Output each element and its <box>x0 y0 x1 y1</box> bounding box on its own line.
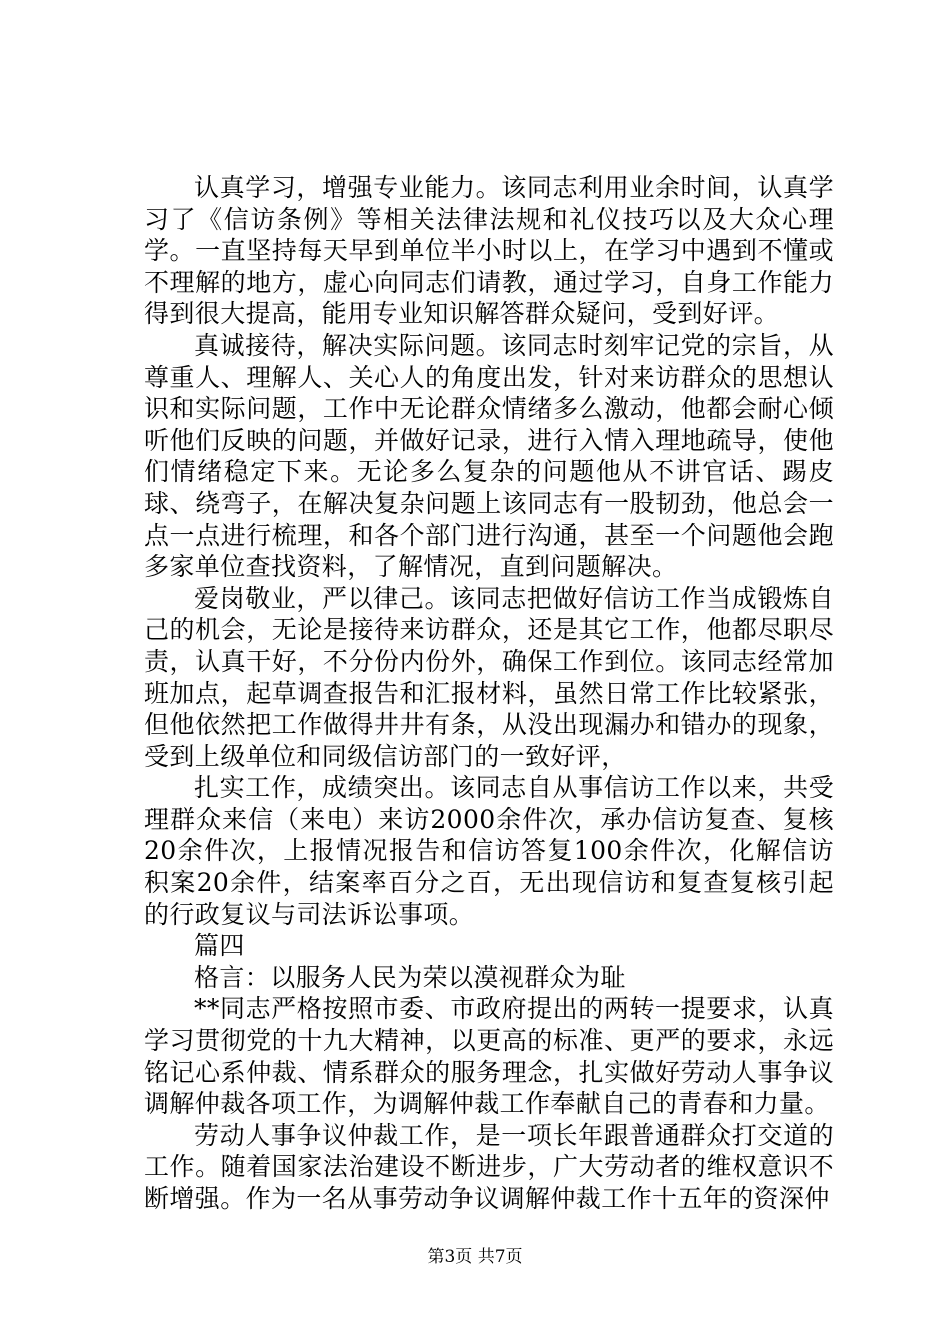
paragraph-achievements: 扎实工作，成绩突出。该同志自从事信访工作以来，共受理群众来信（来电）来访2000余件次，承办信访复查、复核20余件次，上报情况报告和信访答复100余件次，化解信访积案20余件，结案率百分之百，无出现信访和复查复核引起的行政复议与司法诉讼事项。 <box>144 773 834 929</box>
paragraph-arbitration-intro: **同志严格按照市委、市政府提出的两转一提要求，认真学习贯彻党的十九大精神，以更高的标准、更严的要求，永远铭记心系仲裁、情系群众的服务理念，扎实做好劳动人事争议调解仲裁各项工作，为调解仲裁工作奉献自己的青春和力量。 <box>144 994 834 1119</box>
document-body <box>144 172 834 1215</box>
paragraph-study: 认真学习，增强专业能力。该同志利用业余时间，认真学习了《信访条例》等相关法律法规和礼仪技巧以及大众心理学。一直坚持每天早到单位半小时以上，在学习中遇到不懂或不理解的地方，虚心向同志们请教，通过学习，自身工作能力得到很大提高，能用专业知识解答群众疑问，受到好评。 <box>144 173 834 329</box>
paragraph-dedication: 爱岗敬业，严以律己。该同志把做好信访工作当成锻炼自己的机会，无论是接待来访群众，还是其它工作，他都尽职尽责，认真干好，不分份内份外，确保工作到位。该同志经常加班加点，起草调查报告和汇报材料，虽然日常工作比较紧张，但他依然把工作做得井井有条，从没出现漏办和错办的现象，受到上级单位和同级信访部门的一致好评， <box>144 583 834 771</box>
page-footer: 第3页 共7页 <box>427 1247 523 1267</box>
section-heading: 篇四 <box>194 931 245 961</box>
motto-line: 格言：以服务人民为荣以漠视群众为耻 <box>194 962 626 992</box>
paragraph-arbitration-work: 劳动人事争议仲裁工作，是一项长年跟普通群众打交道的工作。随着国家法治建设不断进步，广大劳动者的维权意识不断增强。作为一名从事劳动争议调解仲裁工作十五年的资深仲 <box>144 1120 834 1213</box>
paragraph-reception: 真诚接待，解决实际问题。该同志时刻牢记党的宗旨，从尊重人、理解人、关心人的角度出发，针对来访群众的思想认识和实际问题，工作中无论群众情绪多么激动，他都会耐心倾听他们反映的问题，并做好记录，进行入情入理地疏导，使他们情绪稳定下来。无论多么复杂的问题他从不讲官话、踢皮球、绕弯子，在解决复杂问题上该同志有一股韧劲，他总会一点一点进行梳理，和各个部门进行沟通，甚至一个问题他会跑多家单位查找资料，了解情况，直到问题解决。 <box>144 330 834 582</box>
